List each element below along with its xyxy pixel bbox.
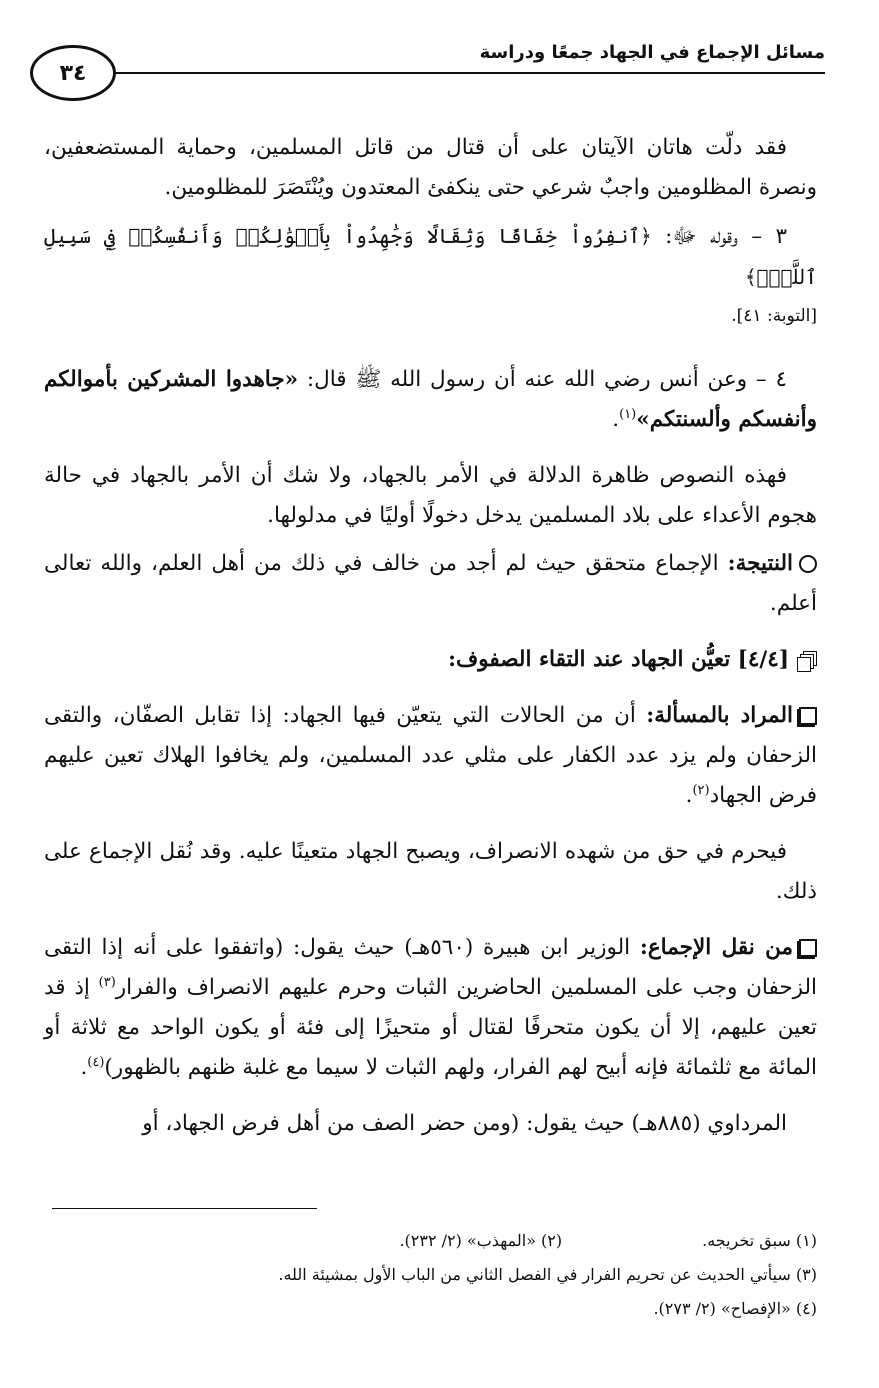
meaning-label: المراد بالمسألة: xyxy=(646,703,794,728)
square-bullet-icon xyxy=(799,939,817,957)
meaning-paragraph: المراد بالمسألة: أن من الحالات التي يتعيّن فيها الجهاد: إذا تقابل الصفّان، والتقى الزحفان ولم يزد عدد الكفار على مثلي عدد المسلمين، ولم يخافوا الهلاك تعين عليهم فرض الجهاد$^{(٢)}$. xyxy=(44,703,817,808)
transmission-paragraph: من نقل الإجماع: الوزير ابن هبيرة (٥٦٠هـ) حيث يقول: (واتفقوا على أنه إذا التقى الزحفان وجب على المسلمين الحاضرين الثبات وحرم عليهم الانصراف والفرار$^{(٣)}$ إذ قد تعين عليهم، إلا أن يكون متحرفًا لقتال أو متحيزًا إلى فئة أو يكون الواحد مع ثلاثة أو المائة مع ثلثمائة فإنه أبيح لهم الفرار، ولهم الثبات لا سيما مع غلبة ظنهم بالظهور)$^{(٤)}$. xyxy=(44,935,817,1080)
page-number: ٣٤ xyxy=(30,45,116,101)
meaning-text: أن من الحالات التي يتعيّن فيها الجهاد: إذا تقابل الصفّان، والتقى الزحفان ولم يزد عدد الكفار على مثلي عدد المسلمين، ولم يخافوا الهلاك تعين عليهم فرض الجهاد xyxy=(44,703,817,808)
square-bullet-icon xyxy=(799,707,817,725)
result-text: الإجماع متحقق حيث لم أجد من خالف في ذلك من أهل العلم، والله تعالى أعلم. xyxy=(44,551,817,616)
hadith-text: «جاهدوا المشركين بأموالكم وأنفسكم وألسنتكم» xyxy=(44,367,817,432)
paragraph-hadith: ٤ – وعن أنس رضي الله عنه أن رسول الله ﷺ قال: «جاهدوا المشركين بأموالكم وأنفسكم وألسنتكم»$^{(١)}$. xyxy=(44,367,817,432)
section-heading-text: [٤/٤] تعيُّن الجهاد عند التقاء الصفوف: xyxy=(448,647,789,672)
footnote-4: (٤) «الإفصاح» (٢/ ٢٧٣). xyxy=(653,1299,817,1318)
paragraph-6: المرداوي (٨٨٥هـ) حيث يقول: (ومن حضر الصف من أهل فرض الجهاد، أو xyxy=(142,1111,787,1136)
footnote-separator xyxy=(52,1208,317,1209)
footnote-ref-1: (١) xyxy=(619,406,637,422)
section-heading xyxy=(44,640,817,680)
transmission-label: من نقل الإجماع: xyxy=(639,935,793,960)
main-text xyxy=(44,128,817,1144)
footnote-row xyxy=(50,1224,817,1258)
transmission-text-a: الوزير ابن هبيرة (٥٦٠هـ) حيث يقول: (واتفقوا على أنه إذا التقى الزحفان وجب على المسلمين الحاضرين الثبات وحرم عليهم الانصراف والفرار xyxy=(44,935,817,1000)
page-header xyxy=(30,30,825,112)
verse-intro: ٣ – وقوله ﷻ: xyxy=(651,224,788,249)
footnote-ref-4: (٤) xyxy=(87,1054,105,1070)
footnote-3: (٣) سيأتي الحديث عن تحريم الفرار في الفصل الثاني من الباب الأول بمشيئة الله. xyxy=(278,1265,817,1284)
running-title: مسائل الإجماع في الجهاد جمعًا ودراسة xyxy=(479,42,825,63)
paragraph-5: فيحرم في حق من شهده الانصراف، ويصبح الجهاد متعينًا عليه. وقد نُقل الإجماع على ذلك. xyxy=(44,839,817,904)
result-label: النتيجة: xyxy=(727,551,793,576)
quran-verse: ﴿ٱنفِرُواْ خِفَافًا وَثِقَالًا وَجَٰهِدُواْ بِأَمۡوَٰلِكُمۡ وَأَنفُسِكُمۡ فِي سَبِيلِ ٱللَّهِۚ﴾ xyxy=(44,224,817,289)
footnote-2: (٢) «المهذب» (٢/ ٢٣٢). xyxy=(399,1231,563,1250)
hadith-intro: ٤ – وعن أنس رضي الله عنه أن رسول الله ﷺ قال: xyxy=(298,367,787,392)
header-rule xyxy=(100,72,825,74)
paragraph-4: فهذه النصوص ظاهرة الدلالة في الأمر بالجهاد، ولا شك أن الأمر بالجهاد في حالة هجوم الأعداء على بلاد المسلمين يدخل دخولًا أوليًا في مدلولها. xyxy=(44,463,817,528)
circle-bullet-icon xyxy=(799,555,817,573)
footnote-1: (١) سبق تخريجه. xyxy=(702,1231,817,1250)
result-paragraph xyxy=(44,544,817,624)
transmission-text-b: إذ قد تعين عليهم، إلا أن يكون متحرفًا لقتال أو متحيزًا إلى فئة أو يكون الواحد مع ثلاثة أو المائة مع ثلثمائة فإنه أبيح لهم الفرار، ولهم الثبات لا سيما مع غلبة ظنهم بالظهور) xyxy=(44,975,817,1080)
verse-reference: [التوبة: ٤١]. xyxy=(731,306,817,326)
footnote-ref-3: (٣) xyxy=(98,974,116,990)
stacked-pages-icon xyxy=(799,651,817,669)
paragraph-verse xyxy=(44,216,817,298)
paragraph-1: فقد دلّت هاتان الآيتان على أن قتال من قاتل المسلمين، وحماية المستضعفين، ونصرة المظلومين واجبٌ شرعي حتى ينكفئ المعتدون ويُنْتَصَرَ للمظلومين. xyxy=(44,135,817,200)
footnotes xyxy=(50,1224,817,1326)
footnote-ref-2: (٢) xyxy=(692,782,710,798)
